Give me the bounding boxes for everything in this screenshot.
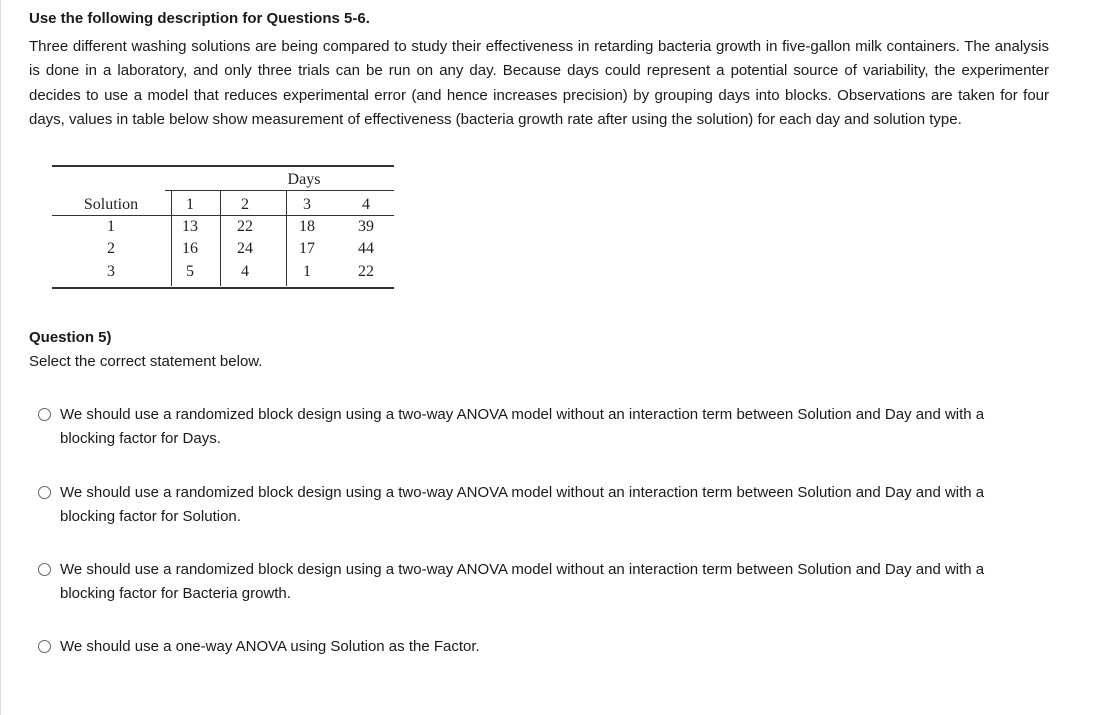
table-top-rule xyxy=(52,165,394,167)
row-1-day-1: 13 xyxy=(182,218,198,235)
row-1-day-2: 22 xyxy=(237,218,253,235)
radio-button-4[interactable] xyxy=(38,640,51,653)
day-header-2: 2 xyxy=(241,196,249,213)
row-2-day-4: 44 xyxy=(358,240,374,257)
row-2-solution: 2 xyxy=(107,240,115,257)
row-3-day-3: 1 xyxy=(303,263,311,280)
answer-option-2[interactable] xyxy=(38,481,1038,530)
answer-option-1[interactable] xyxy=(38,403,1038,452)
day-header-3: 3 xyxy=(303,196,311,213)
day-header-4: 4 xyxy=(362,196,370,213)
row-3-day-4: 22 xyxy=(358,263,374,280)
divider-day-3-4 xyxy=(286,190,287,286)
answer-option-4-text: We should use a one-way ANOVA using Solution as the Factor. xyxy=(60,638,480,655)
problem-description: Three different washing solutions are being compared to study their effectiveness in retarding bacteria growth in five-gallon milk containers. The analysis is done in a laboratory, and only three trials can be run on any day. Because days could represent a potential source of variability, the experimenter decides to use a model that reduces experimental error (and hence increases precision) by grouping days into blocks. Observations are taken for four days, values in table below show measurement of effectiveness (bacteria growth rate after using the solution) for each day and solution type. xyxy=(29,38,1049,129)
solution-column-header: Solution xyxy=(83,196,139,213)
answer-option-4[interactable] xyxy=(38,635,1038,659)
days-group-header: Days xyxy=(287,171,321,188)
radio-button-2[interactable] xyxy=(38,486,51,499)
radio-button-3[interactable] xyxy=(38,563,51,576)
table-bottom-rule xyxy=(52,287,394,289)
section-heading: Use the following description for Questions 5-6. xyxy=(29,10,370,27)
row-2-day-3: 17 xyxy=(299,240,315,257)
header-bottom-rule xyxy=(52,215,394,216)
row-1-day-4: 39 xyxy=(358,218,374,235)
days-header-rule xyxy=(165,190,394,191)
answer-option-3-text: We should use a randomized block design using a two-way ANOVA model without an interaction term between Solution and Day and with a blocking factor for Bacteria growth. xyxy=(60,561,985,603)
question-prompt: Select the correct statement below. xyxy=(29,353,263,370)
row-1-day-3: 18 xyxy=(299,218,315,235)
answer-option-1-text: We should use a randomized block design using a two-way ANOVA model without an interaction term between Solution and Day and with a blocking factor for Days. xyxy=(60,406,985,448)
row-2-day-2: 24 xyxy=(237,240,253,257)
day-header-1: 1 xyxy=(186,196,194,213)
radio-button-1[interactable] xyxy=(38,408,51,421)
question-title: Question 5) xyxy=(29,329,112,346)
row-1-solution: 1 xyxy=(107,218,115,235)
row-2-day-1: 16 xyxy=(182,240,198,257)
answer-option-3[interactable] xyxy=(38,558,1038,607)
page-left-border xyxy=(0,0,1,715)
row-3-day-1: 5 xyxy=(186,263,194,280)
answer-option-2-text: We should use a randomized block design using a two-way ANOVA model without an interaction term between Solution and Day and with a blocking factor for Solution. xyxy=(60,484,985,526)
row-3-solution: 3 xyxy=(107,263,115,280)
row-3-day-2: 4 xyxy=(241,263,249,280)
divider-day-2-3 xyxy=(220,190,221,286)
data-table xyxy=(52,165,394,291)
divider-day-1-2 xyxy=(171,190,172,286)
